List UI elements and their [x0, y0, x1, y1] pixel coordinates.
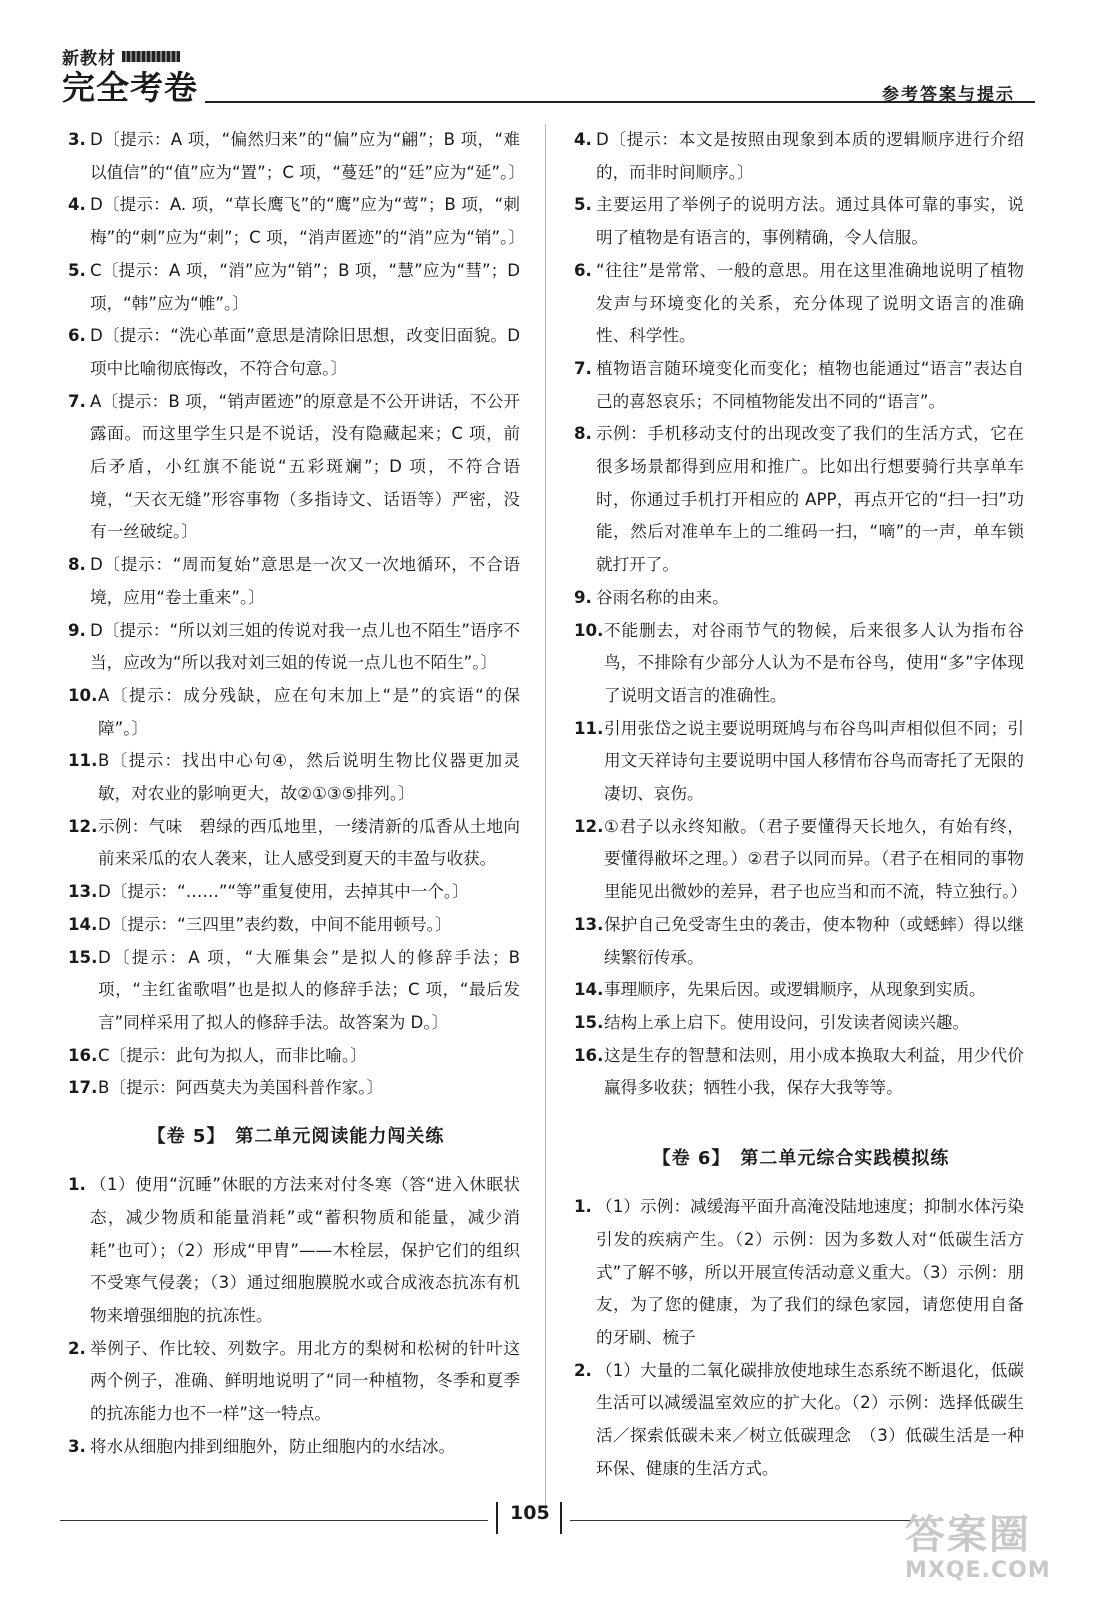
answer-text: 不能删去，对谷雨节气的物候，后来很多人认为指布谷鸟，不排除有少部分人认为不是布谷鸟，使用“多”字体现了说明文语言的准确性。: [604, 620, 1024, 705]
answer-text: （1）大量的二氧化碳排放使地球生态系统不断退化，低碳生活可以减缓温室效应的扩大化。（2）示例：选择低碳生活／探索低碳未来／树立低碳理念 （3）低碳生活是一种环保、健康的生活方式。: [596, 1360, 1024, 1478]
page-number-bar-right: [560, 1502, 562, 1534]
answer-item: [574, 1007, 1024, 1040]
answer-text: D〔提示：“三四里”表约数，中间不能用顿号。〕: [98, 914, 452, 934]
answer-text: D〔提示：本文是按照由现象到本质的逻辑顺序进行介绍的，而非时间顺序。〕: [596, 130, 1024, 182]
answer-item: [68, 1169, 520, 1333]
answer-item: [574, 353, 1024, 418]
answer-item: [574, 713, 1024, 811]
page-header: [0, 0, 1107, 115]
answer-text: 结构上承上启下。使用设问，引发读者阅读兴趣。: [604, 1012, 970, 1032]
answer-text: 示例：气味 碧绿的西瓜地里，一缕清新的瓜香从土地向前来采瓜的农人袭来，让人感受到夏天的丰盈与收获。: [98, 816, 520, 869]
answer-text: 事理顺序，先果后因。或逻辑顺序，从现象到实质。: [604, 980, 986, 1000]
answer-text: D〔提示：“……”“等”重复使用，去掉其中一个。〕: [98, 882, 469, 902]
answer-item: [574, 418, 1024, 582]
answer-text: D〔提示：A. 项，“草长鹰飞”的“鹰”应为“莺”；B 项，“刺梅”的“刺”应为“刺”；C 项，“消声匿迹”的“消”应为“销”。〕: [90, 195, 525, 248]
answer-number: 13.: [574, 914, 604, 934]
section-title-6: 【卷 6】 第二单元综合实践模拟练: [652, 1148, 950, 1170]
answer-text: A〔提示：B 项，“销声匿迹”的原意是不公开讲话，不公开露面。而这里学生只是不说话，没有隐藏起来；C 项，前后矛盾，小红旗不能说“五彩斑斓”；D 项，不符合语境，“天衣无缝”形容事物（多指诗文、话语等）严密，没有一丝破绽。〕: [90, 391, 520, 542]
page-number-bar-left: [496, 1502, 498, 1534]
answer-number: 16.: [68, 1045, 98, 1065]
footer-rule-right: [570, 1520, 930, 1521]
answer-text: 引用张岱之说主要说明斑鸠与布谷鸟叫声相似但不同；引用文天祥诗句主要说明中国人移情布谷鸟而寄托了无限的凄切、哀伤。: [604, 718, 1024, 804]
brand-logo: [62, 44, 198, 107]
watermark-text: 答案圈: [905, 1512, 1031, 1558]
answer-number: 1.: [68, 1175, 86, 1195]
answer-text: 示例：手机移动支付的出现改变了我们的生活方式，它在很多场景都得到应用和推广。比如出行想要骑行共享单车时，你通过手机打开相应的 APP，再点开它的“扫一扫”功能，然后对准单车上的二维码一扫，“嘀”的一声，单车锁就打开了。: [596, 424, 1024, 575]
answer-item: [68, 1040, 520, 1073]
answer-item: [68, 909, 520, 942]
answer-item: [574, 615, 1024, 713]
column-divider: [545, 124, 546, 1514]
answer-item: [574, 189, 1024, 254]
page-number: 105: [510, 1502, 550, 1524]
answer-item: [574, 1355, 1024, 1486]
answer-text: 举例子、作比较、列数字。用北方的梨树和松树的针叶这两个例子，准确、鲜明地说明了“同一种植物，冬季和夏季的抗冻能力也不一样”这一特点。: [90, 1338, 520, 1424]
answer-number: 15.: [68, 947, 98, 967]
brand-decoration: [122, 51, 180, 62]
answer-number: 12.: [574, 816, 604, 836]
answer-number: 9.: [68, 620, 86, 640]
answer-item: [68, 942, 520, 1040]
answer-number: 3.: [68, 130, 86, 149]
answer-item: [68, 255, 520, 320]
answer-number: 6.: [68, 326, 86, 346]
answer-text: D〔提示：A 项，“偏然归来”的“偏”应为“翩”；B 项，“难以值信”的“值”应为“置”；C 项，“蔓廷”的“廷”应为“延”。〕: [90, 130, 525, 182]
answer-number: 6.: [574, 260, 592, 280]
answer-number: 14.: [574, 980, 604, 1000]
left-answer-list-2: [68, 1169, 520, 1463]
watermark-logo: [905, 1512, 1050, 1592]
answer-text: ①君子以永终知敝。（君子要懂得天长地久，有始有终，要懂得敝坏之理。）②君子以同而异。（君子在相同的事物里能见出微妙的差异，君子也应当和而不流，特立独行。）: [604, 816, 1028, 902]
answer-item: [574, 1191, 1024, 1355]
answer-number: 16.: [574, 1045, 604, 1065]
answer-number: 2.: [574, 1360, 592, 1380]
brand-title: 完全考卷: [62, 68, 198, 107]
section-title-5: 【卷 5】 第二单元阅读能力闯关练: [147, 1126, 445, 1148]
page-footer: [0, 1490, 1107, 1600]
answer-number: 2.: [68, 1338, 86, 1358]
answer-item: [68, 680, 520, 745]
answer-number: 3.: [68, 1436, 86, 1456]
answer-number: 7.: [574, 358, 592, 378]
answer-item: [68, 320, 520, 385]
answer-text: D〔提示：“周而复始”意思是一次又一次地循环，不合语境，应用“卷土重来”。〕: [90, 555, 520, 607]
answer-item: [574, 124, 1024, 189]
answer-number: 9.: [574, 587, 592, 607]
answer-item: [68, 745, 520, 810]
answer-number: 4.: [574, 130, 592, 149]
answer-text: 主要运用了举例子的说明方法。通过具体可靠的事实，说明了植物是有语言的，事例精确，令人信服。: [596, 195, 1024, 248]
right-answer-list-2: [574, 1191, 1024, 1485]
answer-text: D〔提示：“所以刘三姐的传说对我一点儿也不陌生”语序不当，应改为“所以我对刘三姐的传说一点儿也不陌生”。〕: [90, 620, 520, 673]
answer-number: 1.: [574, 1197, 592, 1217]
answer-item: [68, 1333, 520, 1431]
answer-text: 这是生存的智慧和法则，用小成本换取大利益，用少代价赢得多收获；牺牲小我，保存大我等等。: [604, 1045, 1024, 1098]
answer-number: 13.: [68, 882, 98, 902]
answer-text: （1）示例：减缓海平面升高淹没陆地速度；抑制水体污染引发的疾病产生。（2）示例：因为多数人对“低碳生活方式”了解不够，所以开展宣传活动意义重大。（3）示例：朋友，为了您的健康，为了我们的绿色家园，请您使用自备的牙刷、梳子: [596, 1197, 1024, 1347]
answer-item: [68, 811, 520, 876]
left-column: [68, 124, 525, 1463]
watermark-url: MXQE.COM: [905, 1558, 1051, 1583]
answer-number: 11.: [68, 751, 98, 771]
answer-item: [68, 124, 525, 189]
answer-text: C〔提示：此句为拟人，而非比喻。〕: [98, 1045, 367, 1065]
answer-text: 植物语言随环境变化而变化；植物也能通过“语言”表达自己的喜怒哀乐；不同植物能发出不同的“语言”。: [596, 358, 1024, 411]
left-answer-list: [68, 124, 525, 1105]
answer-number: 14.: [68, 914, 98, 934]
answer-number: 7.: [68, 391, 86, 411]
answer-text: D〔提示：“洗心革面”意思是清除旧思想，改变旧面貌。D 项中比喻彻底悔改，不符合句意。〕: [90, 326, 520, 378]
right-answer-list: [574, 124, 1028, 1105]
answer-text: 将水从细胞内排到细胞外，防止细胞内的水结冰。: [90, 1436, 456, 1456]
page-title: 参考答案与提示: [882, 85, 1015, 105]
answer-text: D〔提示：A 项，“大雁集会”是拟人的修辞手法；B 项，“主红雀歌唱”也是拟人的修辞手法；C 项，“最后发言”同样采用了拟人的修辞手法。故答案为 D。〕: [98, 947, 520, 1032]
answer-item: [574, 974, 1024, 1007]
answer-item: [68, 549, 520, 614]
answer-number: 11.: [574, 718, 604, 738]
answer-item: [574, 582, 1024, 615]
answer-item: [68, 1072, 520, 1105]
answer-number: 8.: [574, 424, 592, 444]
answer-text: C〔提示：A 项，“消”应为“销”；B 项，“慧”应为“彗”；D 项，“韩”应为“帷”。〕: [90, 260, 520, 313]
answer-text: A〔提示：成分残缺，应在句末加上“是”的宾语“的保障”。〕: [98, 685, 520, 738]
answer-number: 4.: [68, 195, 86, 215]
answer-item: [574, 811, 1028, 909]
answer-item: [68, 876, 520, 909]
answer-number: 5.: [574, 195, 592, 215]
answer-item: [68, 189, 525, 254]
right-column: [574, 124, 1028, 1485]
answer-item: [68, 386, 520, 550]
answer-item: [574, 1040, 1024, 1105]
answer-number: 12.: [68, 816, 98, 836]
footer-rule-left: [60, 1520, 488, 1521]
answer-text: B〔提示：找出中心句④，然后说明生物比仪器更加灵敏，对农业的影响更大，故②①③⑤排列。〕: [98, 751, 520, 804]
answer-text: （1）使用“沉睡”休眠的方法来对付冬寒（答“进入休眠状态，减少物质和能量消耗”或“蓄积物质和能量，减少消耗”也可）；（2）形成“甲胄”——木栓层，保护它们的组织不受寒气侵袭；（3）通过细胞膜脱水或合成液态抗冻有机物来增强细胞的抗冻性。: [90, 1175, 520, 1325]
answer-text: B〔提示：阿西莫夫为美国科普作家。〕: [98, 1078, 384, 1098]
answer-number: 8.: [68, 555, 86, 575]
answer-item: [574, 255, 1024, 353]
brand-subtitle: 新教材: [62, 49, 116, 69]
answer-number: 10.: [68, 685, 98, 705]
answer-item: [574, 909, 1024, 974]
answer-item: [68, 1431, 520, 1464]
answer-item: [68, 615, 520, 680]
answer-number: 15.: [574, 1012, 604, 1032]
answer-text: 保护自己免受寄生虫的袭击，使本物种（或蟋蟀）得以继续繁衍传承。: [604, 914, 1024, 967]
answer-text: “往往”是常常、一般的意思。用在这里准确地说明了植物发声与环境变化的关系，充分体现了说明文语言的准确性、科学性。: [596, 260, 1024, 346]
answer-number: 10.: [574, 620, 604, 640]
answer-number: 17.: [68, 1078, 98, 1098]
answer-number: 5.: [68, 260, 86, 280]
answer-text: 谷雨名称的由来。: [596, 587, 729, 607]
